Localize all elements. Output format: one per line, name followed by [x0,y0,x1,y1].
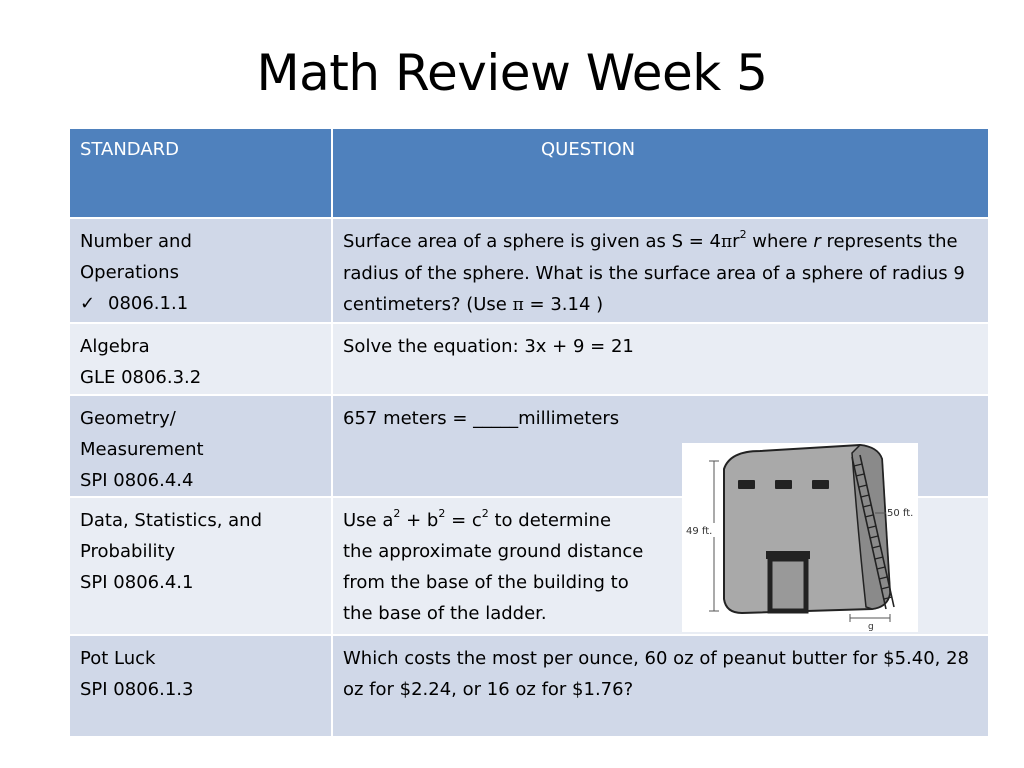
question-text: = c [445,510,482,531]
standard-line: Number and [80,231,192,252]
question-text: r [732,231,740,252]
ground-label: g [868,622,874,632]
question-cell: 657 meters = _____millimeters [332,395,989,497]
standard-line: GLE 0806.3.2 [80,367,202,388]
doorway [770,559,806,611]
header-standard: STANDARD [69,128,332,218]
pi-symbol: π [512,295,524,315]
standard-line: Algebra [80,336,150,357]
exponent: 2 [481,507,489,520]
standard-line: SPI 0806.4.4 [80,470,194,491]
header-question: QUESTION [332,128,989,218]
question-cell: Solve the equation: 3x + 9 = 21 [332,323,989,395]
exponent: 2 [438,507,446,520]
question-text: to determine [488,510,612,531]
question-text: = 3.14 ) [523,294,604,315]
table-row [69,635,989,737]
height-label: 49 ft. [686,526,713,537]
standard-line: SPI 0806.1.3 [80,679,194,700]
standard-cell [69,635,332,737]
checkmark-icon: ✓ [80,293,96,314]
exponent: 2 [739,228,747,241]
table-header-row [69,128,989,218]
standard-cell [69,395,332,497]
building-ladder-illustration [682,443,918,632]
standard-line: Data, Statistics, and [80,510,263,531]
window [812,480,829,489]
pi-symbol: π [720,232,733,252]
question-text: represents the radius of the sphere. What is the surface area of a sphere of radius 9 centimeters? (Use [343,231,965,315]
standard-cell [69,323,332,395]
variable-r: r [813,231,821,252]
table-row [69,323,989,395]
question-line [343,505,693,536]
standard-line: Probability [80,541,176,562]
slide-title: Math Review Week 5 [256,44,768,102]
question-line: the approximate ground distance [343,541,644,562]
question-text: Use a [343,510,394,531]
standard-code: 0806.1.1 [108,293,189,314]
question-line: from the base of the building to [343,572,629,593]
question-cell: Which costs the most per ounce, 60 oz of peanut butter for $5.40, 28 oz for $2.24, or 16 oz for $1.76? [332,635,989,737]
standard-line-checked [80,288,321,319]
table-row [69,218,989,323]
standard-line: Geometry/ [80,408,176,429]
standards-table [68,127,990,738]
standard-line: Operations [80,262,179,283]
question-cell [332,218,989,323]
question-text: + b [400,510,439,531]
question-text: where [746,231,814,252]
building-ladder-figure [682,443,918,632]
standard-cell [69,218,332,323]
standard-line: Pot Luck [80,648,156,669]
ladder-label: 50 ft. [887,508,914,519]
exponent: 2 [393,507,401,520]
question-text: Surface area of a sphere is given as S = 4 [343,231,721,252]
standard-cell [69,497,332,635]
standard-line: SPI 0806.4.1 [80,572,194,593]
question-line: the base of the ladder. [343,603,547,624]
window [738,480,755,489]
window [775,480,792,489]
standard-line: Measurement [80,439,204,460]
